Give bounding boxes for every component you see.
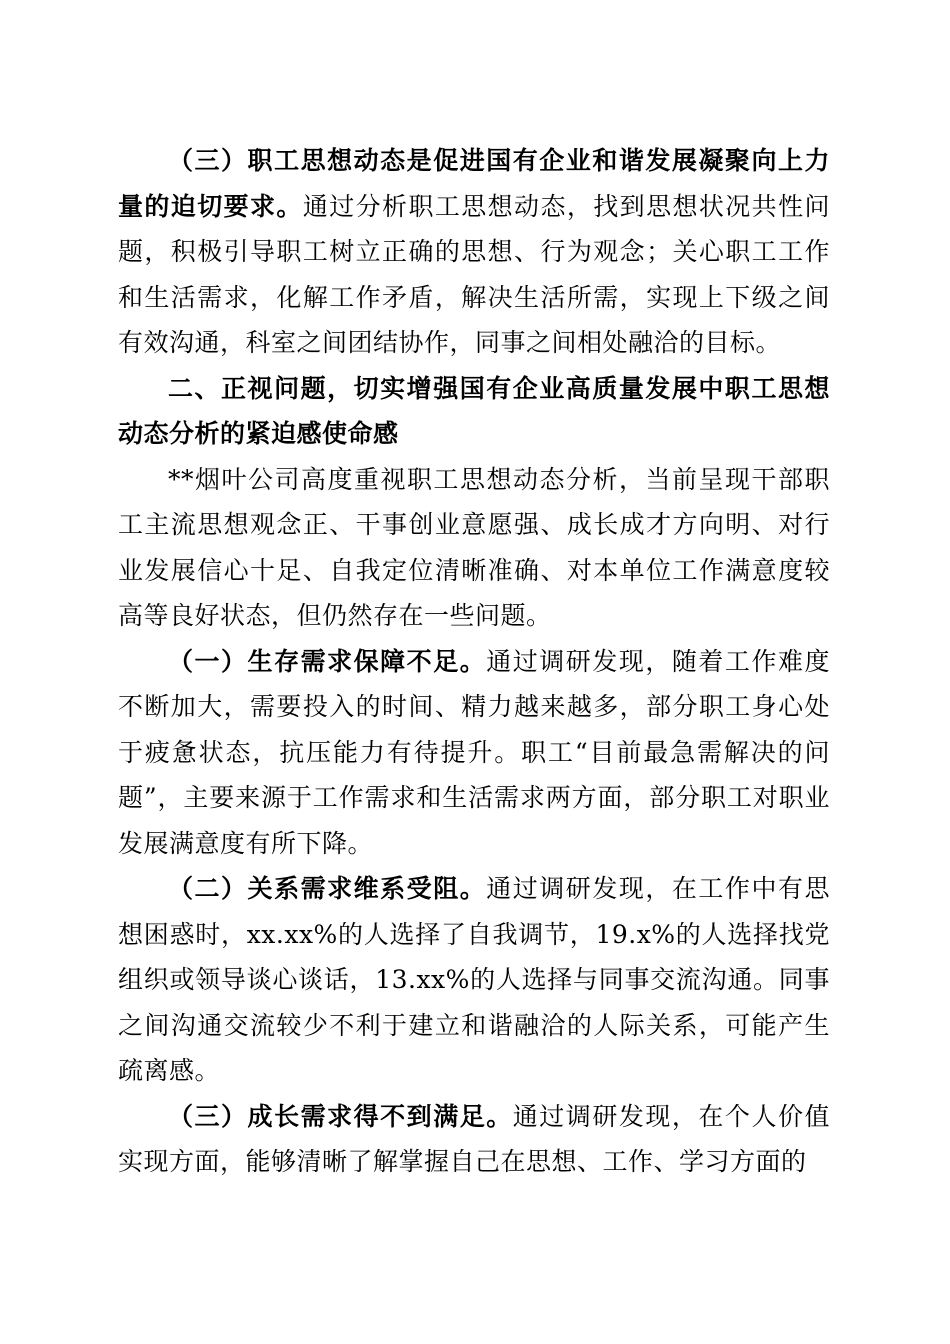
section-heading-two: 二、正视问题，切实增强国有企业高质量发展中职工思想动态分析的紧迫感使命感 [118, 373, 830, 448]
paragraph-survival-needs [118, 639, 830, 867]
paragraph-text: 通过分析职工思想动态，找到思想状况共性问题，积极引导职工树立正确的思想、行为观念；关心职工工作和生活需求，化解工作矛盾，解决生活所需，实现上下级之间有效沟通，科室之间团结协作，同事之间相处融洽的目标。 [118, 191, 830, 357]
paragraph-lead: （一）生存需求保障不足。 [168, 646, 487, 676]
paragraph-text: 通过调研发现，在工作中有思想困惑时，xx.xx%的人选择了自我调节，19.x%的人选择找党组织或领导谈心谈话，13.xx%的人选择与同事交流沟通。同事之间沟通交流较少不利于建立和谐融洽的人际关系，可能产生疏离感。 [118, 874, 830, 1085]
paragraph-growth-needs [118, 1094, 830, 1185]
paragraph-relationship-needs [118, 866, 830, 1094]
document-body [118, 138, 830, 1185]
paragraph-lead: （二）关系需求维系受阻。 [168, 874, 487, 903]
paragraph-overview [118, 457, 830, 639]
paragraph-lead: （三）职工思想动态是促进国有企业和谐发展凝聚向上力量的迫切要求。 [118, 146, 830, 221]
paragraph-text: 通过调研发现，在个人价值实现方面，能够清晰了解掌握自己在思想、工作、学习方面的 [118, 1101, 830, 1176]
paragraph-three-requirement [118, 138, 830, 366]
paragraph-text: 通过调研发现，随着工作难度不断加大，需要投入的时间、精力越来越多，部分职工身心处于疲惫状态，抗压能力有待提升。职工“目前最急需解决的问题”，主要来源于工作需求和生活需求两方面，部分职工对职业发展满意度有所下降。 [118, 646, 830, 858]
paragraph-lead: （三）成长需求得不到满足。 [168, 1101, 513, 1131]
paragraph-text: **烟叶公司高度重视职工思想动态分析，当前呈现干部职工主流思想观念正、干事创业意愿强、成长成才方向明、对行业发展信心十足、自我定位清晰准确、对本单位工作满意度较高等良好状态，但仍然存在一些问题。 [118, 464, 830, 630]
